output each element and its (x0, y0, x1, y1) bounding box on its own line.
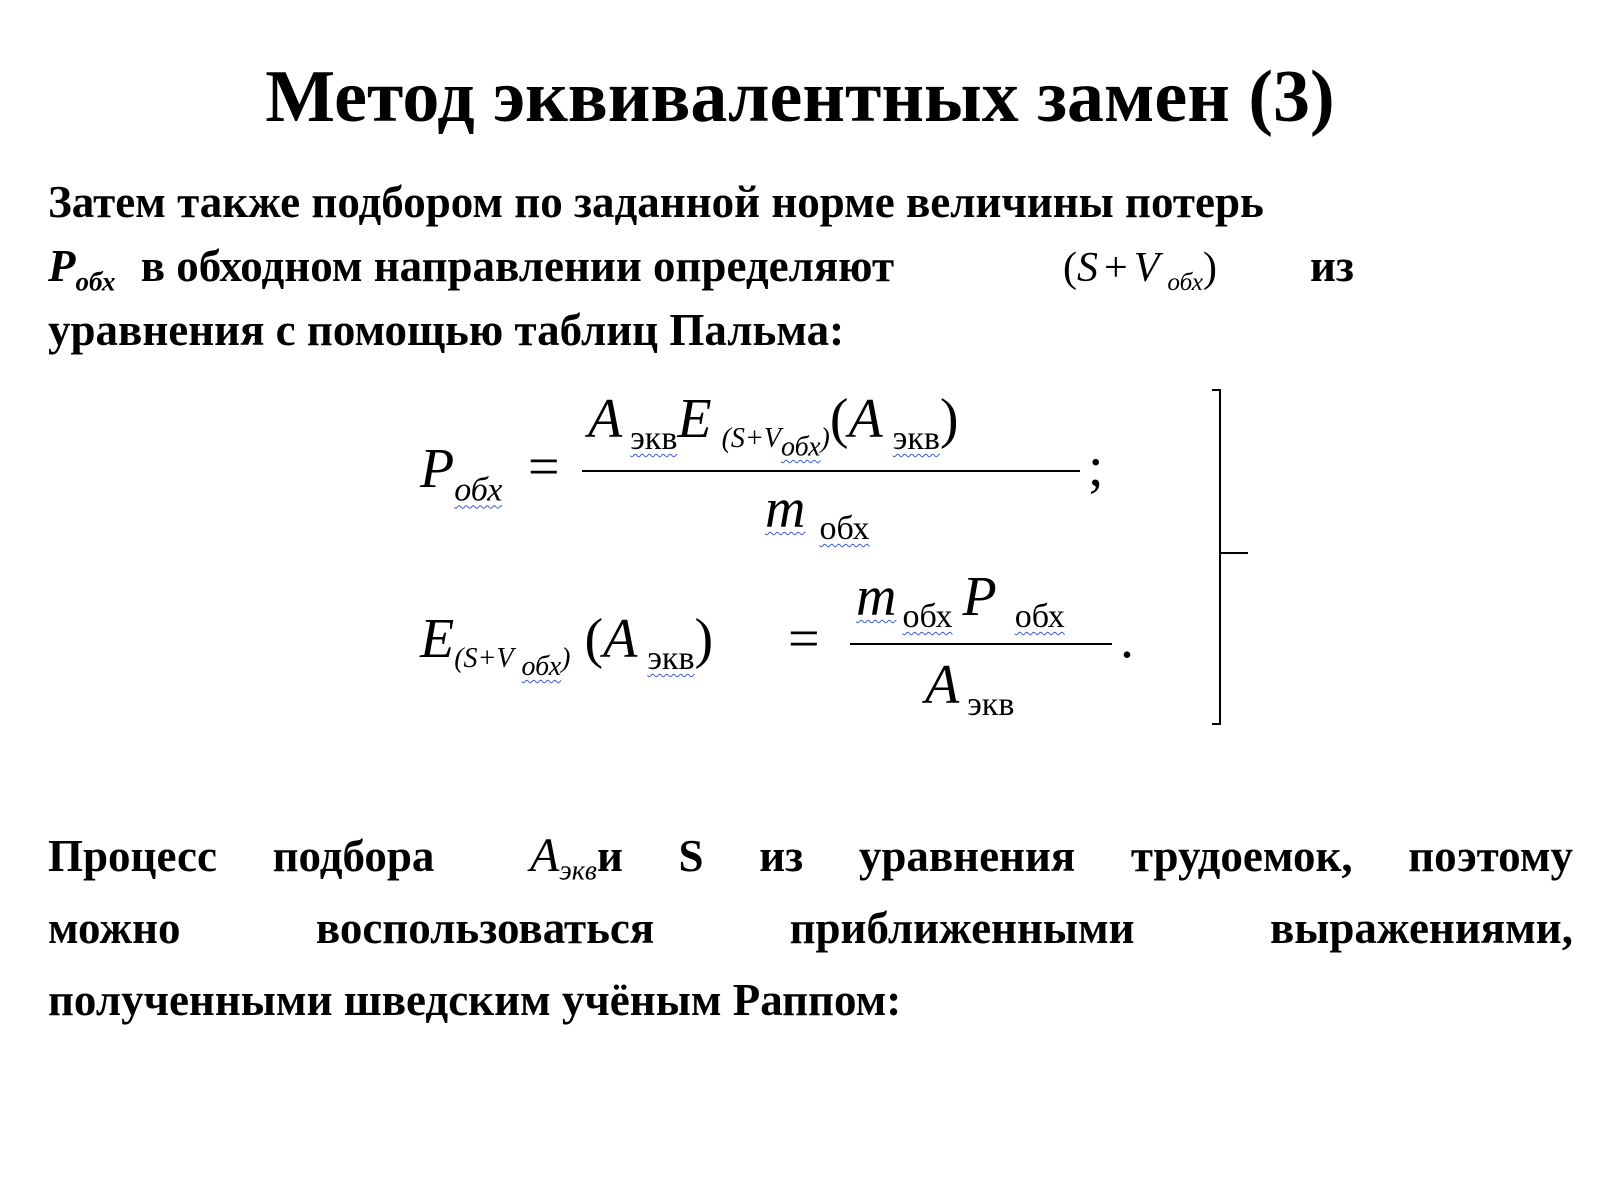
para-row-1 (48, 820, 1573, 892)
f2-den-sub: экв (967, 685, 1015, 723)
f2-fraction-bar (850, 643, 1112, 645)
f1-equals: = (528, 436, 560, 498)
f1-num-e-sub-open: (S+V (721, 422, 781, 454)
f2-arg-open: ( (584, 608, 604, 670)
inline-open: ( (1063, 245, 1077, 291)
para-word: приближенными (789, 903, 1135, 953)
f2-equals: = (788, 608, 820, 670)
f1-num-e-sub (721, 422, 830, 463)
f2-lhs-sub-open: (S+V (454, 642, 514, 674)
p-letter: P (48, 241, 76, 291)
p-subscript: обх (75, 266, 116, 297)
slide-title: Метод эквивалентных замен (3) (265, 56, 1335, 138)
right-brace-icon (1210, 388, 1260, 728)
para-word: подбора (272, 831, 435, 881)
f1-den-sub: обх (819, 509, 870, 547)
inline-v: V (1133, 245, 1160, 291)
a-equiv-symbol (530, 820, 623, 892)
para-word: Процесс (48, 831, 217, 881)
f2-num-p: P (962, 566, 997, 628)
para-word: и (596, 831, 623, 881)
intro-line-2-tail: из (1310, 241, 1355, 291)
f1-arg-a: A (848, 388, 883, 450)
f1-fraction-bar (582, 470, 1080, 472)
f2-arg-close: ) (694, 608, 714, 670)
para-row-3: полученными шведским учёным Раппом: (48, 975, 902, 1025)
f2-den-a: A (925, 654, 960, 716)
f2-period: . (1120, 608, 1134, 670)
f2-arg-sub: экв (647, 639, 695, 677)
f1-lhs (420, 437, 502, 510)
para-word: S (678, 831, 704, 881)
a-letter: A (530, 829, 560, 882)
f1-numerator (588, 387, 959, 463)
f2-lhs (420, 607, 713, 683)
f1-num-e: E (677, 388, 712, 450)
para-word: трудоемок, (1130, 831, 1353, 881)
inline-s: S (1077, 245, 1098, 291)
intro-line-2-text: в обходном направлении определяют (140, 241, 895, 291)
f1-denominator (765, 477, 869, 548)
f1-den-m: m (765, 478, 806, 540)
f2-lhs-e: E (420, 608, 455, 670)
f1-num-e-sub-close: ) (820, 422, 830, 454)
f1-lhs-letter: P (420, 438, 455, 500)
para-word: уравнения (858, 831, 1076, 881)
intro-line-1: Затем также подбором по заданной норме величины потерь (48, 177, 1264, 227)
para-word: поэтому (1408, 831, 1573, 881)
f2-num-m: m (856, 566, 897, 628)
f2-numerator (856, 565, 1065, 636)
para-word: можно (48, 903, 181, 953)
palm-formulas (420, 385, 1280, 745)
intro-line-2 (48, 234, 1568, 298)
f1-num-a-sub: экв (630, 419, 678, 457)
f2-arg-a: A (603, 608, 638, 670)
f1-num-a: A (588, 388, 623, 450)
para-row-2 (48, 892, 1573, 964)
f1-lhs-sub: обх (454, 471, 503, 509)
f1-semicolon: ; (1088, 436, 1104, 498)
f2-lhs-sub (454, 642, 571, 683)
a-subscript: экв (559, 855, 597, 887)
f1-arg-close: ) (939, 388, 959, 450)
f1-arg-sub: экв (892, 419, 940, 457)
p-symbol (48, 241, 116, 297)
f2-denominator (925, 653, 1014, 724)
f1-num-e-sub-v: обх (780, 431, 821, 463)
f2-lhs-sub-close: ) (561, 642, 571, 674)
f1-arg-open: ( (829, 388, 849, 450)
para-word: из (759, 831, 804, 881)
inline-close: ) (1202, 245, 1217, 291)
para-word: выражениями, (1269, 903, 1573, 953)
inline-v-subscript: обх (1167, 268, 1203, 296)
intro-text (48, 170, 1568, 362)
inline-plus: + (1104, 245, 1128, 291)
rapp-paragraph (48, 820, 1573, 1036)
f2-num-m-sub: обх (902, 597, 953, 635)
para-word: воспользоваться (315, 903, 655, 953)
f2-lhs-sub-v: обх (521, 651, 562, 683)
f2-num-p-sub: обх (1014, 597, 1065, 635)
intro-line-3: уравнения с помощью таблиц Пальма: (48, 305, 845, 355)
